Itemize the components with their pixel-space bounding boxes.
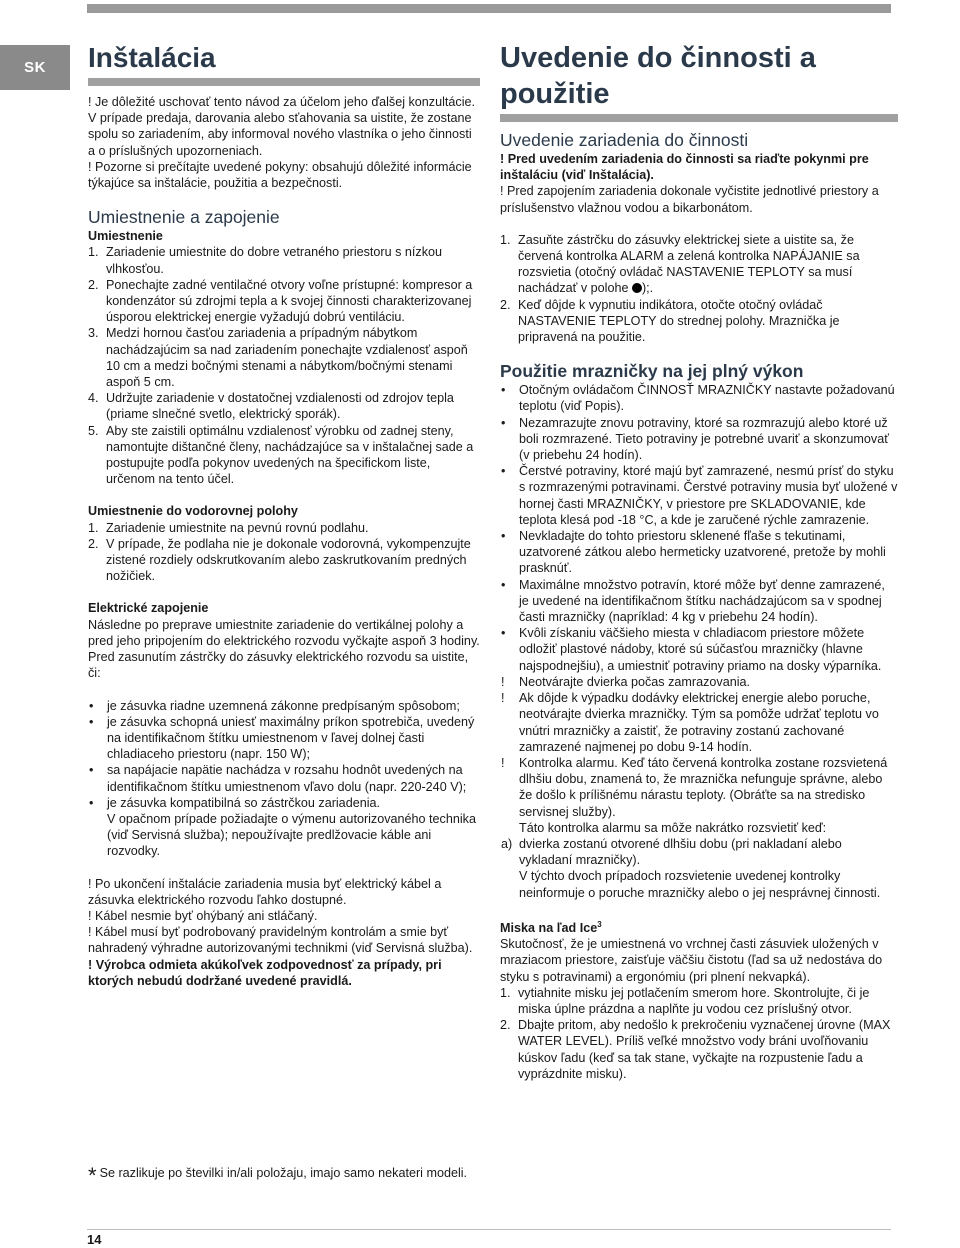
page-number: 14	[87, 1232, 102, 1247]
bullet-item	[88, 795, 480, 811]
bullet-icon: •	[501, 529, 506, 544]
bullet-text: je zásuvka kompatibilná so zástrčkou zariadenia.	[107, 795, 381, 810]
list-item	[500, 297, 898, 346]
bullet-item	[500, 625, 898, 674]
right-column	[500, 40, 898, 1082]
warning-text: Neotvárajte dvierka počas zamrazovania.	[519, 674, 750, 689]
top-bar	[87, 4, 891, 13]
item-text: Zariadenie umiestnite na pevnú rovnú podlahu.	[106, 520, 369, 535]
list-item	[500, 1017, 898, 1082]
bullet-icon: •	[501, 383, 506, 398]
warning-1: ! Po ukončení inštalácie zariadenia musia byť elektrický kábel a zásuvka elektrického rozvodu ľahko dostupné.	[88, 876, 442, 907]
alarm-line	[500, 820, 898, 836]
item-number: 2.	[500, 297, 511, 312]
bullet-text: Čerstvé potraviny, ktoré majú byť zamrazené, nesmú prísť do styku s rozmrazenými potravinami. Čerstvé potraviny musia byť uložené v hornej časti MRAZNIČKY, v priestore pre SKLADOVANIE, kde teplota klesá pod -18 °C, a kde je zaručené rýchle zamrazenie.	[519, 464, 898, 527]
bullet-icon: •	[501, 415, 506, 430]
alarm-case	[500, 836, 898, 868]
exclamation-icon: !	[501, 691, 505, 706]
startup-note: ! Pred zapojením zariadenia dokonale vyčistite jednotlivé priestory a príslušenstvo vlažnou vodou a bikarbonátom.	[500, 184, 879, 215]
warning-text: Ak dôjde k výpadku dodávky elektrickej energie alebo poruche, neotvárajte dvierka mrazničky. Tým sa pomôže udržať teplotu vo vnútri mrazničky a zaistiť, že potraviny zostanú zachované zamrazené najmenej po dobu 9-14 hodín.	[519, 691, 879, 754]
item-number: 3.	[88, 326, 99, 341]
list-item	[88, 390, 480, 422]
item-text: Dbajte pritom, aby nedošlo k prekročeniu vyznačenej úrovne (MAX WATER LEVEL). Príliš veľké množstvo vody bráni uvoľňovaniu kúskov ľadu (keď sa tak stane, vyčkajte na rozpustenie ľadu a vyprázdnite misku).	[518, 1018, 891, 1081]
item-number: 2.	[88, 277, 99, 292]
warning-item	[500, 755, 898, 820]
case-marker: a)	[501, 836, 513, 851]
bullet-item	[500, 415, 898, 464]
bullet-icon: •	[501, 577, 506, 592]
bullet-text: Nevkladajte do tohto priestoru sklenené fľaše s tekutinami, uzatvorené zátkou alebo hermeticky uzatvorené, pretože by mohli prasknúť.	[519, 529, 886, 576]
startup-bold-note: ! Pred uvedením zariadenia do činnosti sa riaďte pokynmi pre inštaláciu (viď Inštalácia).	[500, 152, 869, 183]
warning-item	[500, 690, 898, 755]
item-text-part: Zasuňte zástrčku do zásuvky elektrickej siete a uistite sa, že červená kontrolka ALARM a zelená kontrolka NAPÁJANIE sa rozsvietia (otočný ovládač NASTAVENIE TEPLOTY sa musí nachádzať v polohe	[518, 232, 860, 296]
bullet-text: sa napájacie napätie nachádza v rozsahu hodnôt uvedených na identifikačnom štítku umiestnenom vľavo dolu (napr. 220-240 V);	[107, 763, 467, 794]
intro-paragraph-1: ! Je dôležité uschovať tento návod za účelom jeho ďalšej konzultácie. V prípade predaja, darovania alebo sťahovania sa uistite, že zostane spolu so zariadením, aby informoval nového vlastníka o jeho činnosti a o príslušných upozorneniach.	[88, 95, 476, 158]
section-title-startup: Uvedenie zariadenia do činnosti	[500, 130, 749, 150]
left-column	[88, 40, 480, 989]
list-item	[88, 536, 480, 585]
intro-paragraph-2: ! Pozorne si prečítajte uvedené pokyny: obsahujú dôležité informácie týkajúce sa inštalácie, použitia a bezpečnosti.	[88, 159, 472, 191]
bullet-text: Nezamrazujte znovu potraviny, ktoré sa rozmrazujú alebo ktoré už boli rozmrazené. Tieto potraviny je potrebné uvariť a skonzumovať (v priebehu 24 hodín).	[519, 415, 889, 463]
list-item	[88, 325, 480, 390]
list-item	[500, 232, 898, 297]
bullet-text: je zásuvka riadne uzemnená zákonne predpísaným spôsobom;	[107, 698, 460, 713]
ice-tray-title: Miska na ľad Ice	[500, 920, 598, 935]
bullet-text: Otočným ovládačom ČINNOSŤ MRAZNIČKY nastavte požadovanú teplotu (viď Popis).	[519, 383, 895, 414]
electrical-paragraph: Následne po preprave umiestnite zariadenie do vertikálnej polohy a pred jeho pripojením do elektrického rozvodu vyčkajte aspoň 3 hodiny. Pred zasunutím zástrčky do zásuvky elektrického rozvodu sa uistite, či:	[88, 617, 480, 681]
item-number: 4.	[88, 391, 99, 406]
list-item	[88, 423, 480, 488]
warning-text: Kontrolka alarmu. Keď táto červená kontrolka zostane rozsvietená dlhšiu dobu, znamená to, že mraznička nefunguje správne, alebo že došlo k prílišnému nárastu teploty. (Obráťte sa na stredisko servisnej služby).	[519, 755, 888, 819]
title-rule	[88, 78, 480, 86]
bullet-text: Maximálne množstvo potravín, ktoré môže byť denne zamrazené, je uvedené na identifikačnom štítku nachádzajúcom sa v spodnej časti mrazničky (napríklad: 4 kg v priebehu 24 hodín).	[519, 577, 885, 625]
list-item	[88, 520, 480, 536]
ice-tray-sup: 3	[597, 919, 602, 929]
language-tab	[0, 45, 70, 90]
item-text: Medzi hornou časťou zariadenia a prípadným nábytkom nachádzajúcim sa nad zariadením ponechajte vzdialenosť aspoň 10 cm a medzi bočnými stenami a nábytkom/bočnými stenami aspoň 5 cm.	[106, 326, 468, 390]
alarm-text: Táto kontrolka alarmu sa môže nakrátko rozsvietiť keď:	[519, 820, 827, 835]
ice-tray-paragraph: Skutočnosť, že je umiestnená vo vrchnej časti zásuviek uložených v mraziacom priestore, zaisťuje väčšiu čistotu (ľad sa už nedostáva do styku s potravinami) a ergonómiu (pri plnení nekvapká).	[500, 937, 883, 984]
item-number: 1.	[88, 245, 99, 260]
warning-item	[500, 674, 898, 690]
bullet-text: Kvôli získaniu väčšieho miesta v chladiacom priestore môžete odložiť plastové nádoby, ktoré sú súčasťou mrazničky (hlavne najspodnejšiu), a umiestniť potraviny priamo na dosky výparníka.	[519, 626, 882, 673]
item-number: 1.	[500, 985, 511, 1000]
exclamation-icon: !	[501, 755, 505, 770]
bullet-item	[500, 528, 898, 577]
section-title-freezer-use: Použitie mrazničky na jej plný výkon	[500, 361, 804, 382]
warning-3: ! Kábel musí byť podrobovaný pravidelným kontrolám a smie byť nahradený výhradne autorizovanými technikmi (viď Servisná služba).	[88, 925, 473, 956]
footer-rule	[87, 1229, 891, 1230]
item-text: Keď dôjde k vypnutiu indikátora, otočte otočný ovládač NASTAVENIE TEPLOTY do strednej polohy. Mraznička je pripravená na použitie.	[518, 297, 840, 345]
bullet-icon: •	[89, 698, 94, 713]
alarm-note-text: V týchto dvoch prípadoch rozsvietenie uvedenej kontrolky neinformuje o poruche mrazničky alebo o jej nesprávnej činnosti.	[519, 869, 881, 900]
item-number: 1.	[88, 520, 99, 535]
title-rule	[500, 114, 898, 122]
list-item	[88, 277, 480, 326]
electrical-note: V opačnom prípade požiadajte o výmenu autorizovaného technika (viď Servisná služba); nepoužívajte predlžovacie káble ani rozvodky.	[107, 811, 476, 859]
filled-circle-icon	[632, 283, 642, 293]
footnote	[88, 1163, 480, 1188]
subsection-title-leveling: Umiestnenie do vodorovnej polohy	[88, 504, 298, 519]
warning-2: ! Kábel nesmie byť ohýbaný ani stláčaný.	[88, 908, 318, 923]
footnote-text: Se razlikuje po številki in/ali položaju, imajo samo nekateri modeli.	[99, 1166, 468, 1180]
bullet-icon: •	[89, 714, 94, 729]
item-text	[518, 232, 898, 297]
bullet-text: je zásuvka schopná uniesť maximálny príkon spotrebiča, uvedený na identifikačnom štítku umiestnenom v ľavej dolnej časti chladiaceho priestoru (napr. 150 W);	[107, 714, 475, 762]
bullet-item	[500, 382, 898, 414]
bullet-icon: •	[89, 795, 94, 810]
list-item	[500, 985, 898, 1017]
subsection-title-umiestnenie: Umiestnenie	[88, 229, 163, 244]
item-number: 1.	[500, 232, 511, 247]
bullet-icon: •	[501, 464, 506, 479]
section-title-placement: Umiestnenie a zapojenie	[88, 207, 280, 228]
item-text: Udržujte zariadenie v dostatočnej vzdialenosti od zdrojov tepla (priame slnečné svetlo, elektrický sporák).	[106, 391, 454, 422]
bullet-item	[500, 577, 898, 626]
bullet-item	[88, 762, 480, 794]
item-text: vytiahnite misku jej potlačením smerom hore. Skontrolujte, či je miska úplne prázdna a naplňte ju vodou cez príslušný otvor.	[518, 985, 870, 1016]
title-line-1: Uvedenie do činnosti a	[500, 42, 816, 74]
exclamation-icon: !	[501, 674, 505, 689]
bullet-icon: •	[501, 626, 506, 641]
item-text: Aby ste zaistili optimálnu vzdialenosť výrobku od zadnej steny, namontujte dištančné členy, nachádzajúce sa v inštalačnej sade a postupujte podľa pokynov uvedených na špecifickom liste, určenom na tento účel.	[106, 423, 474, 487]
alarm-note	[500, 868, 898, 900]
title-line-2: použitie	[500, 78, 610, 110]
item-text: V prípade, že podlaha nie je dokonale vodorovná, vykompenzujte zistené rozdiely odskrutkovaním alebo zaskrutkovaním predných nožičiek.	[106, 536, 471, 584]
item-text-part: );.	[641, 281, 654, 296]
item-number: 2.	[88, 536, 99, 551]
page-title-operation	[500, 40, 898, 112]
item-text: Ponechajte zadné ventilačné otvory voľne prístupné: kompresor a kondenzátor sú zdrojmi tepla a k svojej činnosti charakterizovanej úsporou elektrickej energie vyžadujú dobrú ventiláciu.	[106, 277, 473, 325]
bullet-item	[500, 463, 898, 528]
warning-bold: ! Výrobca odmieta akúkoľvek zodpovednosť za prípady, pri ktorých nebudú dodržané uvedené pravidlá.	[88, 957, 442, 988]
case-text: dvierka zostanú otvorené dlhšiu dobu (pri nakladaní alebo vykladaní mrazničky).	[519, 836, 842, 868]
item-number: 5.	[88, 423, 99, 438]
footnote-star: *	[88, 1163, 97, 1188]
language-label: SK	[24, 59, 46, 76]
subsection-title-electrical: Elektrické zapojenie	[88, 601, 209, 616]
item-number: 2.	[500, 1018, 511, 1033]
list-item	[88, 244, 480, 276]
section-title-ice-tray	[500, 917, 898, 936]
item-text: Zariadenie umiestnite do dobre vetraného priestoru s nízkou vlhkosťou.	[106, 245, 443, 276]
bullet-item	[88, 714, 480, 763]
bullet-item	[88, 698, 480, 714]
bullet-icon: •	[89, 763, 94, 778]
page-title-installation: Inštalácia	[88, 42, 216, 73]
bullet-note	[88, 811, 480, 860]
